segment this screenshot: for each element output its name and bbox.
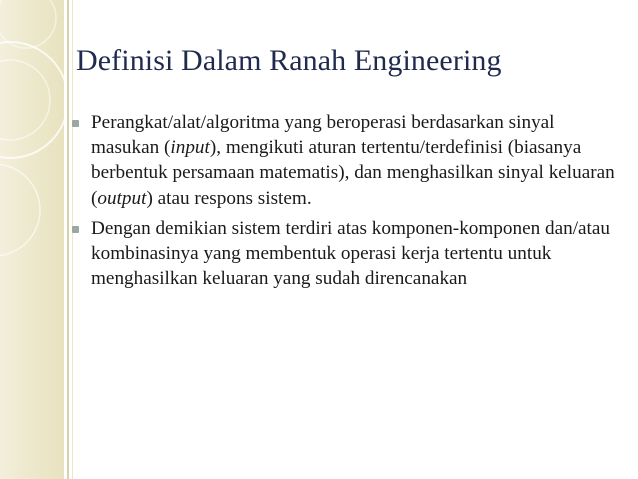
decorative-arcs xyxy=(0,0,64,479)
bullet-text-italic-output: output xyxy=(97,187,147,209)
bullet-text-part: ), mengikuti aturan tertentu/terdefinisi (biasanya berbentuk persamaan matematis), dan menghasilkan sinyal keluaran ( xyxy=(91,137,615,209)
bullet-list xyxy=(72,110,624,296)
square-bullet-icon xyxy=(72,120,79,127)
side-divider-line xyxy=(67,0,69,479)
bullet-item-definition xyxy=(72,110,624,211)
bullet-text-part: Perangkat/alat/algoritma yang beroperasi berdasarkan sinyal masukan ( xyxy=(91,112,555,159)
square-bullet-icon xyxy=(72,226,79,233)
bullet-text: Dengan demikian sistem terdiri atas komponen-komponen dan/atau kombinasinya yang membentuk operasi kerja tertentu untuk menghasilkan keluaran yang sudah direncanakan xyxy=(91,217,610,290)
bullet-text-part: ) atau respons sistem. xyxy=(146,187,312,209)
decorative-side-band xyxy=(0,0,64,479)
bullet-item-components xyxy=(72,216,624,292)
slide-title: Definisi Dalam Ranah Engineering xyxy=(76,44,502,77)
bullet-text-italic-input: input xyxy=(170,137,210,159)
